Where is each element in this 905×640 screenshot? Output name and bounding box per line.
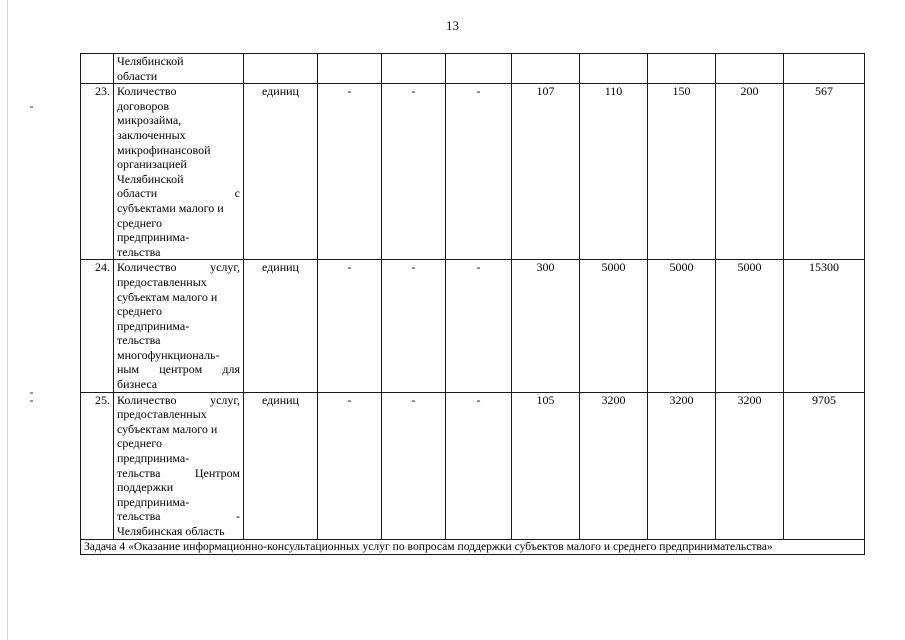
name-line: организацией bbox=[117, 157, 187, 172]
name-word: с bbox=[234, 186, 240, 201]
name-line bbox=[117, 393, 240, 408]
name-word: Количество bbox=[117, 392, 177, 407]
name-line: предпринима- bbox=[117, 318, 190, 333]
name-line: субъектами малого и bbox=[117, 200, 224, 215]
name-line: бизнеса bbox=[117, 377, 158, 392]
scan-edge-line bbox=[7, 0, 8, 640]
name-line: тельства bbox=[117, 333, 161, 348]
cell-value: - bbox=[382, 392, 446, 539]
name-line: предпринима- bbox=[117, 494, 190, 509]
name-line: микрозайма, bbox=[117, 113, 182, 128]
cell-num: 23. bbox=[81, 84, 114, 260]
cell-value: - bbox=[446, 260, 512, 392]
name-line: заключенных bbox=[117, 127, 186, 142]
name-line: субъектам малого и bbox=[117, 289, 218, 304]
name-line bbox=[117, 509, 240, 524]
cell-value: 150 bbox=[648, 84, 716, 260]
cell-num: 25. bbox=[81, 392, 114, 539]
name-line: предпринима- bbox=[117, 230, 190, 245]
cell-value: 5000 bbox=[716, 260, 784, 392]
cell-value: 105 bbox=[512, 392, 580, 539]
name-word: для bbox=[222, 362, 240, 377]
cell-value: 567 bbox=[784, 84, 865, 260]
name-line bbox=[117, 362, 240, 377]
name-line bbox=[117, 466, 240, 481]
table-row-continued bbox=[81, 54, 865, 84]
name-line bbox=[117, 260, 240, 275]
name-word: тельства bbox=[117, 509, 161, 524]
name-word: ным bbox=[117, 362, 140, 377]
cell-name bbox=[114, 54, 244, 84]
name-word: области bbox=[117, 186, 158, 201]
cell-empty bbox=[446, 54, 512, 84]
name-line: среднего bbox=[117, 436, 162, 451]
name-line: многофункциональ- bbox=[117, 347, 220, 362]
scan-speck bbox=[30, 400, 33, 402]
name-line: Количество bbox=[117, 84, 177, 99]
cell-value: 200 bbox=[716, 84, 784, 260]
cell-value: 15300 bbox=[784, 260, 865, 392]
cell-unit: единиц bbox=[244, 260, 318, 392]
cell-num: 24. bbox=[81, 260, 114, 392]
cell-empty bbox=[318, 54, 382, 84]
cell-name bbox=[114, 84, 244, 260]
name-line: предоставленных bbox=[117, 407, 207, 422]
cell-value: - bbox=[382, 84, 446, 260]
cell-value: 5000 bbox=[648, 260, 716, 392]
name-line: Челябинской bbox=[117, 54, 184, 68]
task-header: Задача 4 «Оказание информационно-консультационных услуг по вопросам поддержки субъектов малого и среднего предпринимательства» bbox=[81, 539, 865, 555]
cell-value: - bbox=[382, 260, 446, 392]
name-line: микрофинансовой bbox=[117, 142, 211, 157]
cell-unit: единиц bbox=[244, 84, 318, 260]
name-line: субъектам малого и bbox=[117, 421, 218, 436]
cell-empty bbox=[580, 54, 648, 84]
cell-num bbox=[81, 54, 114, 84]
cell-value: - bbox=[446, 392, 512, 539]
cell-empty bbox=[244, 54, 318, 84]
name-line: тельства bbox=[117, 244, 161, 259]
name-word: услуг, bbox=[210, 392, 240, 407]
cell-value: 5000 bbox=[580, 260, 648, 392]
scan-speck bbox=[30, 392, 33, 394]
name-word: - bbox=[236, 509, 240, 524]
cell-value: 3200 bbox=[648, 392, 716, 539]
name-line: предоставленных bbox=[117, 274, 207, 289]
cell-value: 107 bbox=[512, 84, 580, 260]
name-line: области bbox=[117, 68, 158, 83]
name-line: Челябинской bbox=[117, 171, 184, 186]
table-row bbox=[81, 260, 865, 392]
name-word: тельства bbox=[117, 465, 161, 480]
cell-value: 9705 bbox=[784, 392, 865, 539]
name-word: Количество bbox=[117, 260, 177, 275]
table-row bbox=[81, 392, 865, 539]
name-word: центром bbox=[159, 362, 203, 377]
name-line: поддержки bbox=[117, 480, 174, 495]
name-line: среднего bbox=[117, 215, 162, 230]
indicators-table bbox=[80, 53, 865, 555]
cell-name bbox=[114, 392, 244, 539]
cell-value: 3200 bbox=[580, 392, 648, 539]
cell-name bbox=[114, 260, 244, 392]
cell-value: - bbox=[446, 84, 512, 260]
cell-empty bbox=[784, 54, 865, 84]
cell-value: 110 bbox=[580, 84, 648, 260]
cell-value: - bbox=[318, 392, 382, 539]
cell-empty bbox=[382, 54, 446, 84]
cell-empty bbox=[648, 54, 716, 84]
cell-value: 3200 bbox=[716, 392, 784, 539]
name-line: предпринима- bbox=[117, 451, 190, 466]
scan-speck bbox=[30, 106, 33, 108]
name-word: Центром bbox=[194, 465, 240, 480]
name-line: договоров bbox=[117, 98, 169, 113]
name-line bbox=[117, 186, 240, 201]
name-word: услуг, bbox=[210, 260, 240, 275]
table-row bbox=[81, 84, 865, 260]
task-row bbox=[81, 539, 865, 555]
cell-empty bbox=[716, 54, 784, 84]
cell-value: - bbox=[318, 84, 382, 260]
page-number: 13 bbox=[446, 18, 459, 33]
name-line: Челябинская область bbox=[117, 524, 225, 538]
name-line: среднего bbox=[117, 304, 162, 319]
cell-value: - bbox=[318, 260, 382, 392]
cell-empty bbox=[512, 54, 580, 84]
cell-value: 300 bbox=[512, 260, 580, 392]
table-body bbox=[81, 54, 865, 555]
cell-unit: единиц bbox=[244, 392, 318, 539]
